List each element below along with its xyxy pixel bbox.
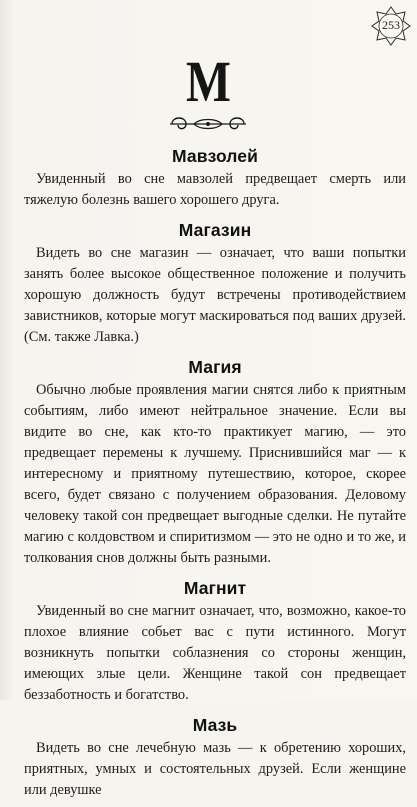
entry-magnet	[24, 575, 406, 706]
dictionary-entries	[24, 143, 406, 807]
entry-text: Видеть во сне лечебную мазь — к обретению хороших, приятных, умных и состоятельных друзей. Если женщине или девушке	[24, 740, 406, 798]
page-number-badge	[371, 6, 411, 46]
entry-title: Магазин	[178, 220, 252, 240]
entry-mausoleum	[24, 143, 406, 211]
ornament-flourish-icon	[160, 110, 256, 138]
entry-text: Обычно любые проявления магии снятся либо к приятным событиям, либо имеют нейтральное значение. Если вы видите во сне, как кто-то практикует магию, — это предвещает перемены к лучшему. Приснившийся маг — к интересному и приятному путешествию, которое, скорее всего, будет связано с получением образования. Деловому человеку такой сон предвещает выгодные сделки. Не путайте магию с колдовством и спиритизмом — это не одно и то же, и толкования снов должны быть разными.	[24, 382, 406, 566]
entry-text: Увиденный во сне магнит означает, что, возможно, какое-то плохое влияние собьет вас с пути истинного. Могут возникнуть попытки соблазнения со стороны женщин, имеющих злые цели. Женщине такой сон предвещает беззаботность и богатство.	[24, 603, 406, 703]
entry-text: Видеть во сне магазин — означает, что ваши попытки занять более высокое общественное положение и получить хорошую должность будут встречены противодействием завистников, которые могут маскироваться под ваших друзей. (См. также Лавка.)	[24, 245, 406, 345]
entry-text: Увиденный во сне мавзолей предвещает смерть или тяжелую болезнь вашего хорошего друга.	[24, 171, 406, 208]
entry-shop	[24, 217, 406, 348]
entry-title: Магия	[188, 357, 242, 377]
section-letter: М	[186, 49, 231, 114]
entry-title: Мавзолей	[172, 146, 258, 166]
entry-title: Мазь	[192, 715, 238, 735]
page-number: 253	[382, 18, 400, 32]
entry-magic	[24, 354, 406, 569]
entry-ointment	[24, 712, 406, 801]
entry-title: Магнит	[183, 578, 247, 598]
